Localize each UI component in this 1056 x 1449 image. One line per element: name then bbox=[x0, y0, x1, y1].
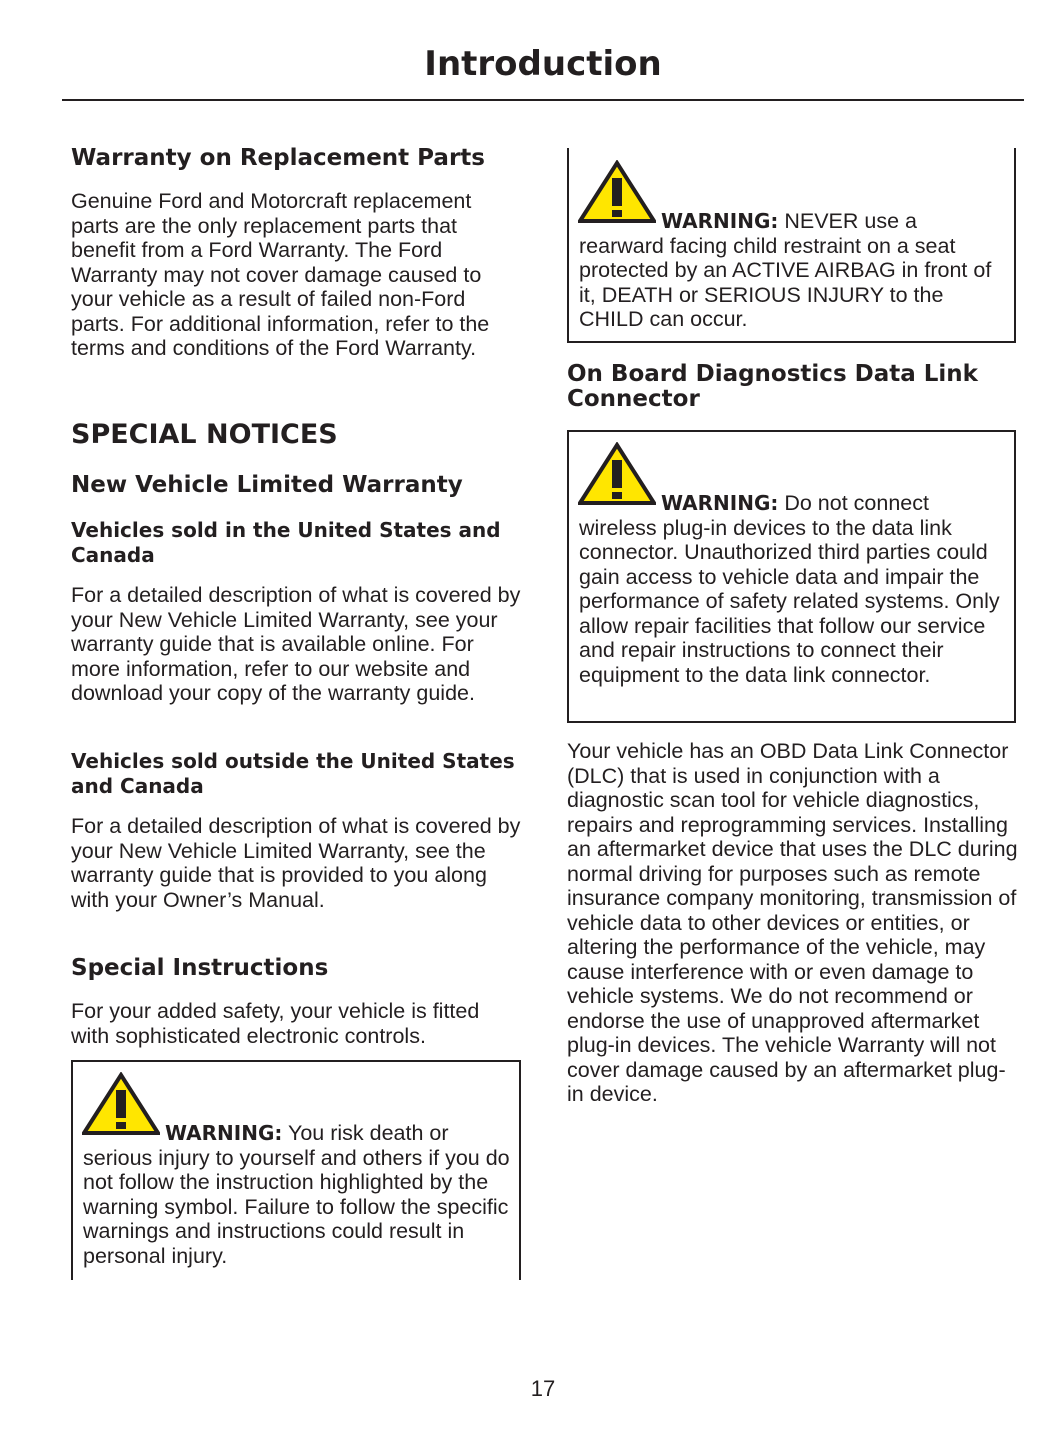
us-canada-text: For a detailed description of what is covered by your New Vehicle Limited Warranty, see your warranty guide that is available online. For more information, refer to our website and download your copy of the warranty guide. bbox=[71, 583, 521, 705]
warning-label: WARNING: bbox=[661, 209, 779, 233]
special-instructions-text: For your added safety, your vehicle is fitted with sophisticated electronic controls. bbox=[71, 999, 480, 1048]
warning-label: WARNING: bbox=[661, 491, 779, 515]
page-title: Introduction bbox=[424, 44, 662, 84]
warranty-text: Genuine Ford and Motorcraft replacement parts are the only replacement parts that benefit from a Ford Warranty. The Ford Warranty may not cover damage caused to your vehicle as a result of failed non-Ford parts. For additional information, refer to the terms and conditions of the Ford Warranty. bbox=[71, 189, 490, 360]
nvlw-heading: New Vehicle Limited Warranty bbox=[71, 472, 463, 498]
obd-heading: On Board Diagnostics Data Link Connector bbox=[567, 361, 978, 412]
warning-box-child-safety bbox=[71, 1060, 521, 1280]
outside-text: For a detailed description of what is covered by your New Vehicle Limited Warranty, see the warranty guide that is provided to you along with your Owner’s Manual. bbox=[71, 814, 521, 912]
warning-text: Do not connect wireless plug-in devices to the data link connector. Unauthorized third parties could gain access to vehicle data and impair the performance of safety related systems. Only allow repair facilities that follow our service and repair instructions to connect their equipment to the data link connector. bbox=[579, 491, 1000, 687]
page-number: 17 bbox=[530, 1376, 556, 1401]
us-canada-heading: Vehicles sold in the United States and Canada bbox=[71, 518, 501, 567]
warning-text: NEVER use a rearward facing child restraint on a seat protected by an ACTIVE AIRBAG in front of it, DEATH or SERIOUS INJURY to the CHILD can occur. bbox=[579, 209, 992, 331]
warning-box-data-link bbox=[567, 430, 1016, 723]
special-notices-heading: SPECIAL NOTICES bbox=[71, 419, 338, 450]
warranty-heading: Warranty on Replacement Parts bbox=[71, 145, 485, 171]
warning-label: WARNING: bbox=[165, 1121, 283, 1145]
obd-text: Your vehicle has an OBD Data Link Connector (DLC) that is used in conjunction with a diagnostic scan tool for vehicle diagnostics, repairs and reprogramming services. Installing an aftermarket device that uses the DLC during normal driving for purposes such as remote insurance company monitoring, transmission of vehicle data to other devices or entities, or altering the performance of the vehicle, may cause interference with or even damage to vehicle systems. We do not recommend or endorse the use of unapproved aftermarket plug-in devices. The vehicle Warranty will not cover damage caused by an aftermarket plug-in device. bbox=[567, 739, 1018, 1106]
warning-text: You risk death or serious injury to yourself and others if you do not follow the instruction highlighted by the warning symbol. Failure to follow the specific warnings and instructions could result in personal injury. bbox=[83, 1121, 510, 1268]
outside-heading: Vehicles sold outside the United States and Canada bbox=[71, 749, 515, 798]
special-instructions-heading: Special Instructions bbox=[71, 955, 329, 981]
